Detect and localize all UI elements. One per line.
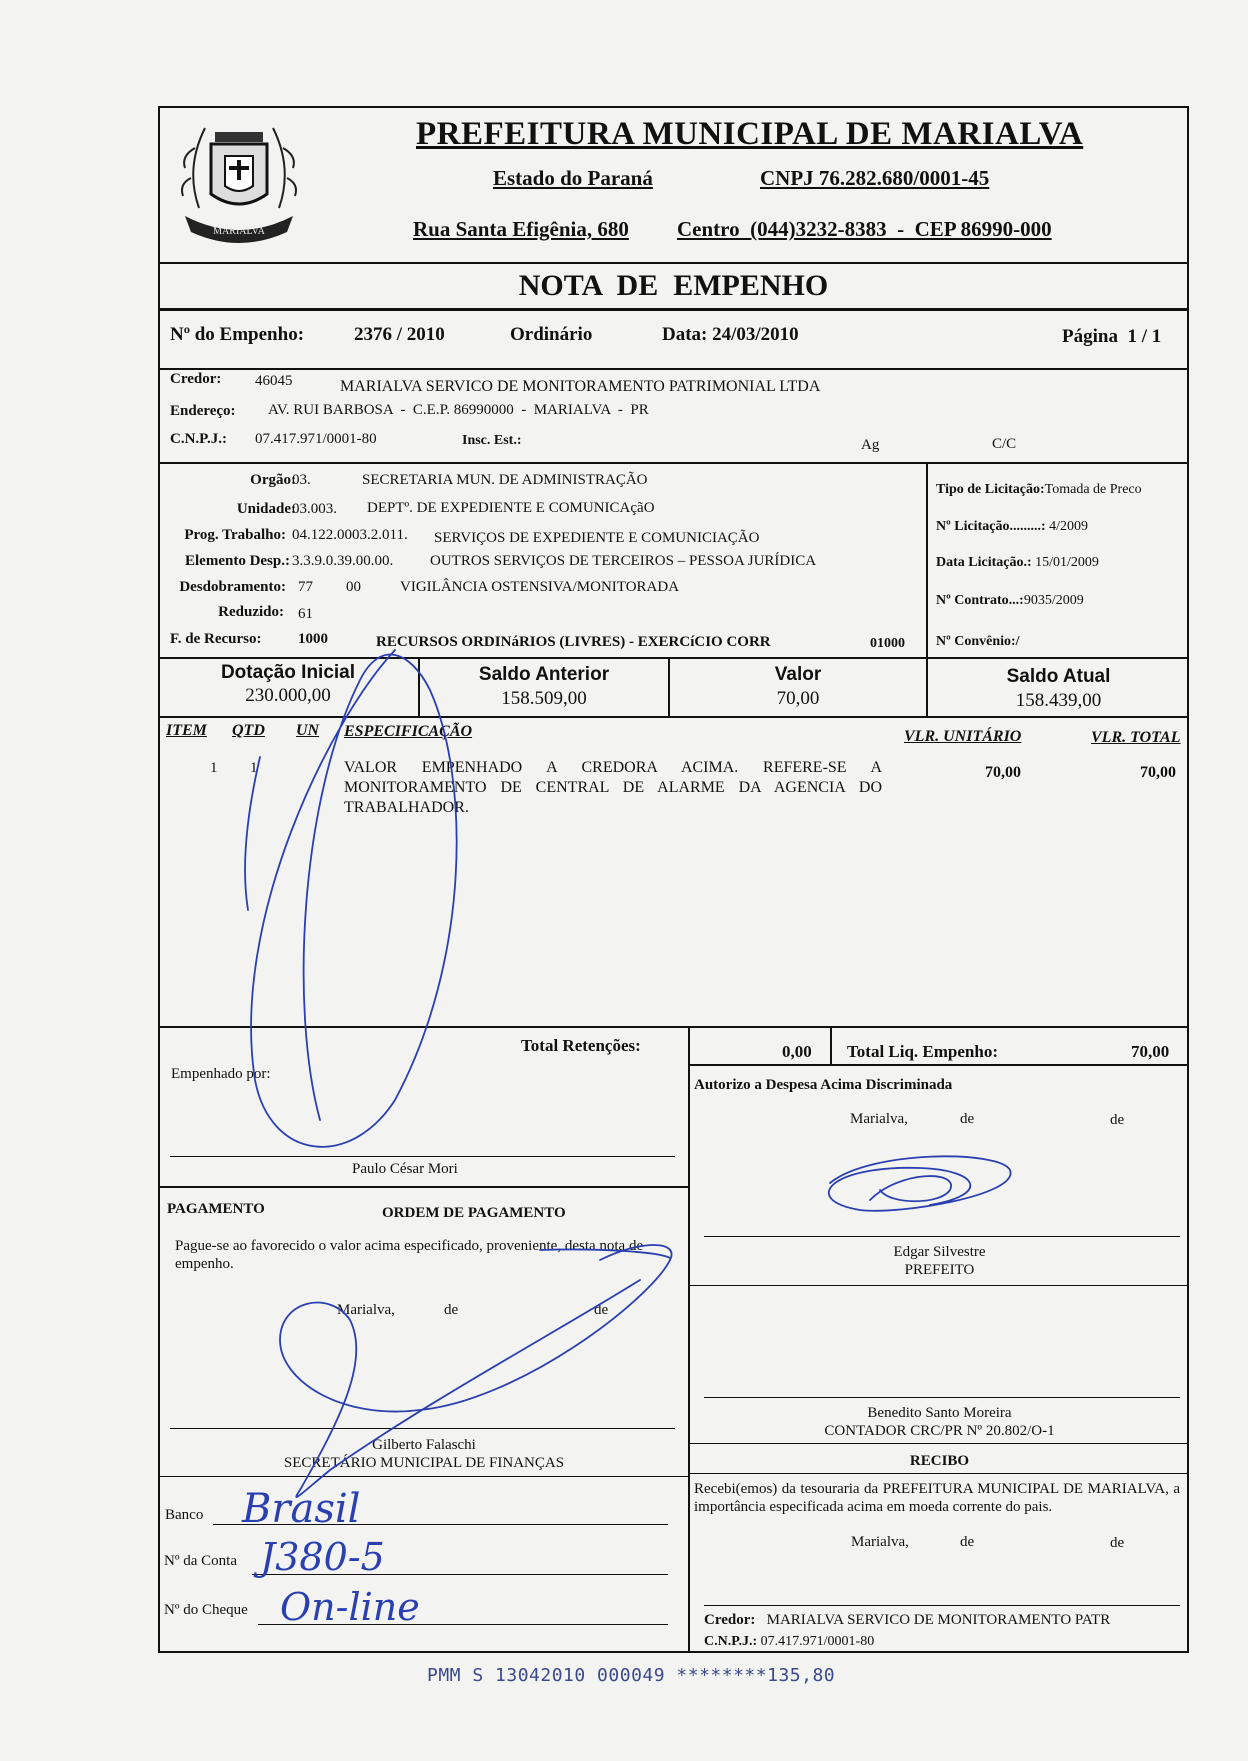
item-unit-value: 70,00 [985,764,1021,781]
item-description: VALOR EMPENHADO A CREDORA ACIMA. REFERE-SE A MONITORAMENTO DE CENTRAL DE ALARME DA AGENCIA DO TRABALHADOR. [344,759,882,816]
empenho-label: Nº do Empenho: [170,324,305,345]
autorizo-place: Marialva, [850,1111,908,1127]
bank-stamp: PMM S 13042010 000049 ********135,80 [427,1665,836,1686]
banco-label: Banco [165,1507,204,1523]
credor-code: 46045 [255,373,293,389]
tipo-licitacao: Tipo de Licitação:Tomada de Preco [936,482,1142,497]
orgao-label: Orgão: [250,472,296,488]
reduzido-label: Reduzido: [218,604,284,620]
desd-code2: 00 [346,579,361,595]
insc-label: Insc. Est.: [462,433,522,448]
elem-label: Elemento Desp.: [185,553,290,569]
elem-code: 3.3.9.0.39.00.00. [292,553,394,569]
pagamento-place: Marialva, [337,1302,395,1318]
col-vlr-total: VLR. TOTAL [1091,729,1181,746]
frec-code2: 01000 [870,636,905,651]
desd-code: 77 [298,579,313,595]
prog-label: Prog. Trabalho: [184,527,286,543]
cheque-label: Nº do Cheque [164,1602,248,1618]
endereco-label: Endereço: [170,403,236,419]
recibo-text: Recebi(emos) da tesouraria da PREFEITURA MUNICIPAL DE MARIALVA, a importância especificada acima em moeda corrente do pais. [694,1481,1180,1515]
liq-empenho-value: 70,00 [1131,1042,1170,1061]
col-especificacao: ESPECIFICAÇÃO [344,723,473,740]
coat-of-arms-seal [165,108,313,256]
ag-label: Ag [861,437,880,453]
recibo-title: RECIBO [909,1453,970,1469]
contador-role: CONTADOR CRC/PR Nº 20.802/O-1 [824,1423,1055,1439]
valor-value: 70,00 [776,688,820,709]
cnpj-label: C.N.P.J.: [170,431,227,447]
orgao-code: 03. [292,472,311,488]
page-number: Página 1 / 1 [1062,326,1162,347]
autorizo-de1: de [960,1111,975,1127]
credor-cnpj: 07.417.971/0001-80 [255,431,377,447]
pagamento-de2: de [594,1302,609,1318]
num-convenio: Nº Convênio:/ [936,634,1020,649]
saldo-atual-value: 158.439,00 [1015,690,1102,711]
empenho-date: Data: 24/03/2010 [662,324,799,345]
num-licitacao: Nº Licitação.........: 4/2009 [936,519,1088,534]
conta-label: Nº da Conta [164,1553,237,1569]
banco-handwriting: Brasil [242,1486,361,1532]
autorizo-signer: Edgar Silvestre [893,1244,986,1260]
data-licitacao: Data Licitação.: 15/01/2009 [936,555,1099,570]
credor-name: MARIALVA SERVICO DE MONITORAMENTO PATRIMONIAL LTDA [340,378,821,395]
header-title: PREFEITURA MUNICIPAL DE MARIALVA [416,116,1084,152]
retencoes-label: Total Retenções: [521,1036,641,1055]
pagamento-de1: de [444,1302,459,1318]
pagamento-title: PAGAMENTO [167,1201,265,1217]
col-vlr-unitario: VLR. UNITÁRIO [904,728,1022,745]
elem-desc: OUTROS SERVIÇOS DE TERCEIROS – PESSOA JURÍDICA [430,553,817,569]
endereco: AV. RUI BARBOSA - C.E.P. 86990000 - MARIALVA - PR [268,402,649,418]
header-state: Estado do Paraná [493,166,653,190]
recibo-place: Marialva, [851,1534,909,1550]
num-contrato: Nº Contrato...:9035/2009 [936,593,1084,608]
saldo-atual-label: Saldo Atual [1006,666,1111,687]
cheque-handwriting: On-line [280,1585,420,1629]
item-total-value: 70,00 [1140,764,1176,781]
unidade-desc: DEPTº. DE EXPEDIENTE E COMUNICAçãO [367,500,655,516]
saldo-anterior-value: 158.509,00 [501,688,587,709]
pagamento-signer: Gilberto Falaschi [372,1437,476,1453]
saldo-anterior-label: Saldo Anterior [478,664,610,685]
retencoes-value: 0,00 [782,1042,812,1061]
prog-desc: SERVIÇOS DE EXPEDIENTE E COMUNICIAÇÃO [434,530,760,546]
orgao-desc: SECRETARIA MUN. DE ADMINISTRAÇÃO [362,472,648,488]
pagamento-text: Pague-se ao favorecido o valor acima especificado, proveniente, desta nota de empenho. [175,1238,644,1272]
header-address: Rua Santa Efigênia, 680 [413,217,629,241]
col-item: ITEM [166,722,207,739]
item-qtd: 1 [250,760,258,776]
valor-label: Valor [774,664,822,685]
liq-empenho-label: Total Liq. Empenho: [847,1042,998,1061]
conta-handwriting: J380-5 [260,1535,385,1579]
frec-desc: RECURSOS ORDINáRIOS (LIVRES) - EXERCíCIO CORR [376,634,771,650]
ordem-pagamento: ORDEM DE PAGAMENTO [382,1205,566,1221]
recibo-cnpj: C.N.P.J.: 07.417.971/0001-80 [704,1634,875,1649]
recibo-de2: de [1110,1535,1125,1551]
header-contact: Centro (044)3232-8383 - CEP 86990-000 [677,217,1052,241]
frec-label: F. de Recurso: [170,631,262,647]
autorizo-text: Autorizo a Despesa Acima Discriminada [694,1077,953,1093]
prog-code: 04.122.0003.2.011. [292,527,408,543]
empenhado-label: Empenhado por: [171,1066,271,1082]
unidade-code: 03.003. [292,501,337,517]
cc-label: C/C [992,436,1017,452]
col-un: UN [296,722,320,739]
header-cnpj: CNPJ 76.282.680/0001-45 [760,166,990,190]
autorizo-role: PREFEITO [904,1262,975,1278]
col-qtd: QTD [232,722,265,739]
recibo-credor: Credor: MARIALVA SERVICO DE MONITORAMENTO PATR [704,1612,1111,1628]
pagamento-role: SECRETÁRIO MUNICIPAL DE FINANÇAS [283,1455,565,1471]
recibo-de1: de [960,1534,975,1550]
contador-signer: Benedito Santo Moreira [867,1405,1012,1421]
dotacao-inicial-label: Dotação Inicial [220,662,356,683]
empenho-number: 2376 / 2010 [354,324,445,345]
svg-text:MARIALVA: MARIALVA [213,226,265,237]
desd-desc: VIGILÂNCIA OSTENSIVA/MONITORADA [400,579,680,595]
desd-label: Desdobramento: [179,579,286,595]
frec-code: 1000 [298,631,328,647]
empenhado-signer: Paulo César Mori [352,1161,458,1177]
doc-title: NOTA DE EMPENHO [518,269,829,302]
unidade-label: Unidade: [236,501,296,517]
reduzido-code: 61 [298,606,313,622]
autorizo-de2: de [1110,1112,1125,1128]
dotacao-inicial-value: 230.000,00 [245,685,331,706]
item-number: 1 [210,760,218,776]
credor-label: Credor: [170,371,222,387]
empenho-type: Ordinário [510,324,593,345]
